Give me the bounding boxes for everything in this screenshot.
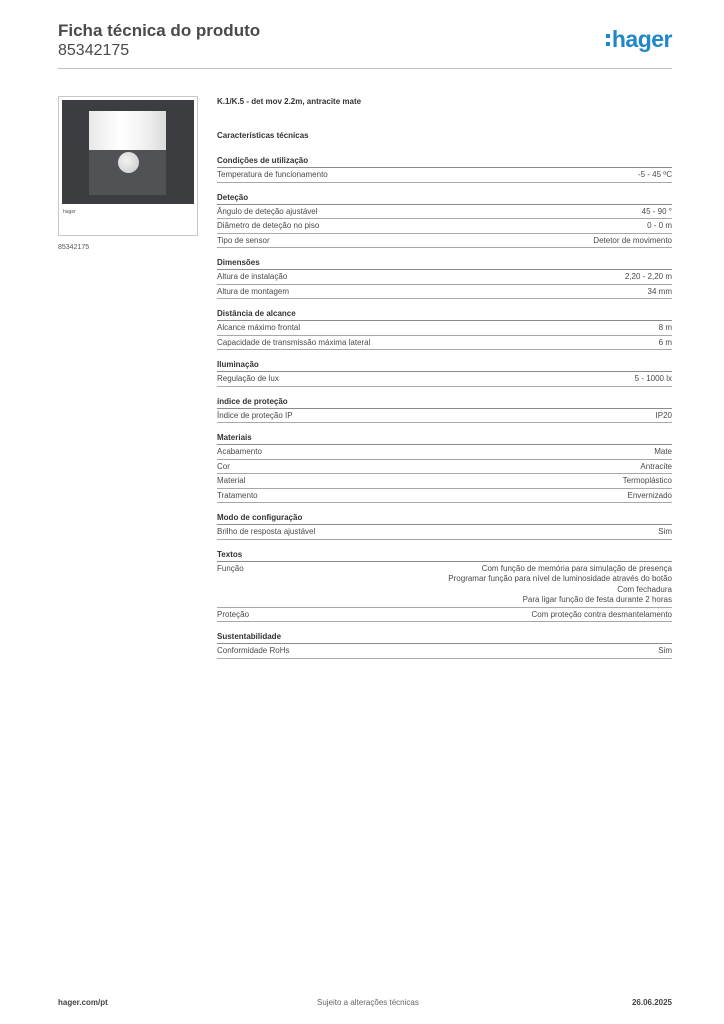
spec-row bbox=[217, 372, 672, 387]
spec-values bbox=[656, 411, 672, 422]
spec-row bbox=[217, 168, 672, 183]
spec-label: Índice de proteção IP bbox=[217, 410, 293, 420]
spec-label: Capacidade de transmissão máxima lateral bbox=[217, 337, 371, 347]
spec-section bbox=[217, 192, 672, 249]
spec-label: Material bbox=[217, 476, 246, 485]
spec-value: Com proteção contra desmantelamento bbox=[531, 609, 672, 619]
spec-row bbox=[217, 409, 672, 424]
spec-label: Regulação de lux bbox=[217, 374, 279, 383]
product-brand-mark: hager bbox=[63, 209, 76, 215]
spec-values bbox=[623, 476, 672, 487]
spec-row bbox=[217, 460, 672, 475]
spec-sections bbox=[217, 155, 672, 659]
section-title: Iluminação bbox=[217, 359, 672, 372]
product-description: K.1/K.5 - det mov 2.2m, antracite mate bbox=[217, 97, 362, 106]
spec-label: Temperatura de funcionamento bbox=[217, 170, 328, 179]
spec-section bbox=[217, 549, 672, 623]
spec-row bbox=[217, 285, 672, 300]
image-caption: 85342175 bbox=[58, 244, 90, 251]
logo-dots-icon bbox=[606, 32, 610, 48]
spec-row bbox=[217, 219, 672, 234]
product-image bbox=[62, 100, 194, 204]
spec-section bbox=[217, 512, 672, 540]
spec-label: Altura de instalação bbox=[217, 272, 288, 281]
spec-value: Mate bbox=[654, 447, 672, 456]
section-title: Dimensões bbox=[217, 257, 672, 270]
product-image-frame bbox=[58, 96, 198, 236]
spec-row bbox=[217, 562, 672, 608]
page-title: Ficha técnica do produto bbox=[58, 21, 261, 40]
spec-label: Alcance máximo frontal bbox=[217, 323, 301, 332]
spec-value: 45 - 90 ° bbox=[641, 206, 672, 216]
spec-value: 5 - 1000 lx bbox=[634, 374, 672, 383]
spec-value: Com fechadura bbox=[617, 584, 672, 594]
spec-section bbox=[217, 631, 672, 659]
spec-section bbox=[217, 396, 672, 424]
spec-label: Brilho de resposta ajustável bbox=[217, 527, 316, 536]
spec-value: Sim bbox=[658, 527, 672, 536]
spec-value: Envernizado bbox=[627, 490, 672, 500]
spec-values bbox=[593, 236, 672, 247]
section-title: Materiais bbox=[217, 432, 672, 445]
spec-value: 8 m bbox=[658, 323, 672, 332]
spec-content bbox=[217, 96, 672, 668]
footer-note: Sujeito a alterações técnicas bbox=[317, 998, 419, 1007]
spec-value: 2,20 - 2,20 m bbox=[624, 272, 672, 281]
spec-values bbox=[642, 207, 672, 218]
section-title: Condições de utilização bbox=[217, 155, 672, 168]
spec-values bbox=[638, 170, 672, 181]
page-header bbox=[58, 20, 260, 60]
spec-values bbox=[648, 287, 672, 298]
spec-label: Conformidade RoHs bbox=[217, 646, 290, 655]
header-divider bbox=[58, 68, 672, 69]
spec-value: 6 m bbox=[658, 337, 672, 347]
spec-section bbox=[217, 432, 672, 503]
spec-value: Detetor de movimento bbox=[593, 235, 672, 245]
sensor-lens bbox=[118, 152, 139, 173]
spec-row bbox=[217, 489, 672, 504]
spec-label: Tratamento bbox=[217, 490, 258, 500]
spec-label: Altura de montagem bbox=[217, 286, 290, 296]
tech-heading: Características técnicas bbox=[217, 131, 309, 140]
footer-site-link[interactable]: hager.com/pt bbox=[58, 998, 108, 1007]
spec-values bbox=[658, 527, 672, 538]
spec-value: Antracite bbox=[640, 461, 672, 471]
section-title: índice de proteção bbox=[217, 396, 672, 409]
spec-label: Tipo de sensor bbox=[217, 235, 270, 245]
spec-value: Programar função para nível de luminosidade através do botão bbox=[448, 574, 672, 583]
spec-row bbox=[217, 445, 672, 460]
spec-row bbox=[217, 474, 672, 489]
spec-value: IP20 bbox=[655, 410, 672, 420]
spec-values bbox=[625, 272, 672, 283]
spec-values bbox=[658, 646, 672, 657]
spec-values bbox=[640, 462, 672, 473]
spec-label: Diâmetro de deteção no piso bbox=[217, 221, 320, 230]
spec-row bbox=[217, 270, 672, 285]
spec-values bbox=[635, 374, 672, 385]
spec-label: Acabamento bbox=[217, 447, 262, 456]
spec-row bbox=[217, 336, 672, 351]
spec-value: -5 - 45 ºC bbox=[637, 170, 672, 179]
spec-row bbox=[217, 525, 672, 540]
spec-values bbox=[448, 564, 672, 606]
spec-value: Para ligar função de festa durante 2 horas bbox=[522, 595, 672, 604]
spec-label: Função bbox=[217, 563, 244, 573]
spec-values bbox=[628, 491, 672, 502]
spec-row bbox=[217, 234, 672, 249]
spec-values bbox=[659, 338, 672, 349]
spec-row bbox=[217, 608, 672, 623]
spec-section bbox=[217, 257, 672, 299]
spec-values bbox=[654, 447, 672, 458]
section-title: Deteção bbox=[217, 192, 672, 205]
spec-row bbox=[217, 205, 672, 220]
spec-section bbox=[217, 155, 672, 183]
spec-label: Cor bbox=[217, 461, 230, 471]
section-title: Textos bbox=[217, 549, 672, 562]
spec-value: 0 - 0 m bbox=[647, 221, 672, 230]
spec-values bbox=[647, 221, 672, 232]
spec-label: Proteção bbox=[217, 609, 250, 619]
spec-values bbox=[659, 323, 672, 334]
spec-value: Com função de memória para simulação de presença bbox=[481, 563, 672, 573]
spec-value: 34 mm bbox=[647, 286, 672, 296]
spec-row bbox=[217, 321, 672, 336]
section-title: Distância de alcance bbox=[217, 308, 672, 321]
section-title: Sustentabilidade bbox=[217, 631, 672, 644]
logo-text: hager bbox=[611, 26, 672, 52]
product-code: 85342175 bbox=[58, 42, 130, 59]
spec-value: Termoplástico bbox=[622, 476, 672, 485]
spec-row bbox=[217, 644, 672, 659]
hager-logo[interactable] bbox=[606, 26, 672, 53]
spec-values bbox=[531, 610, 672, 621]
spec-label: Ângulo de deteção ajustável bbox=[217, 206, 318, 216]
section-title: Modo de configuração bbox=[217, 512, 672, 525]
spec-value: Sim bbox=[658, 646, 672, 655]
spec-section bbox=[217, 359, 672, 387]
spec-section bbox=[217, 308, 672, 350]
footer-date: 26.06.2025 bbox=[631, 998, 672, 1007]
